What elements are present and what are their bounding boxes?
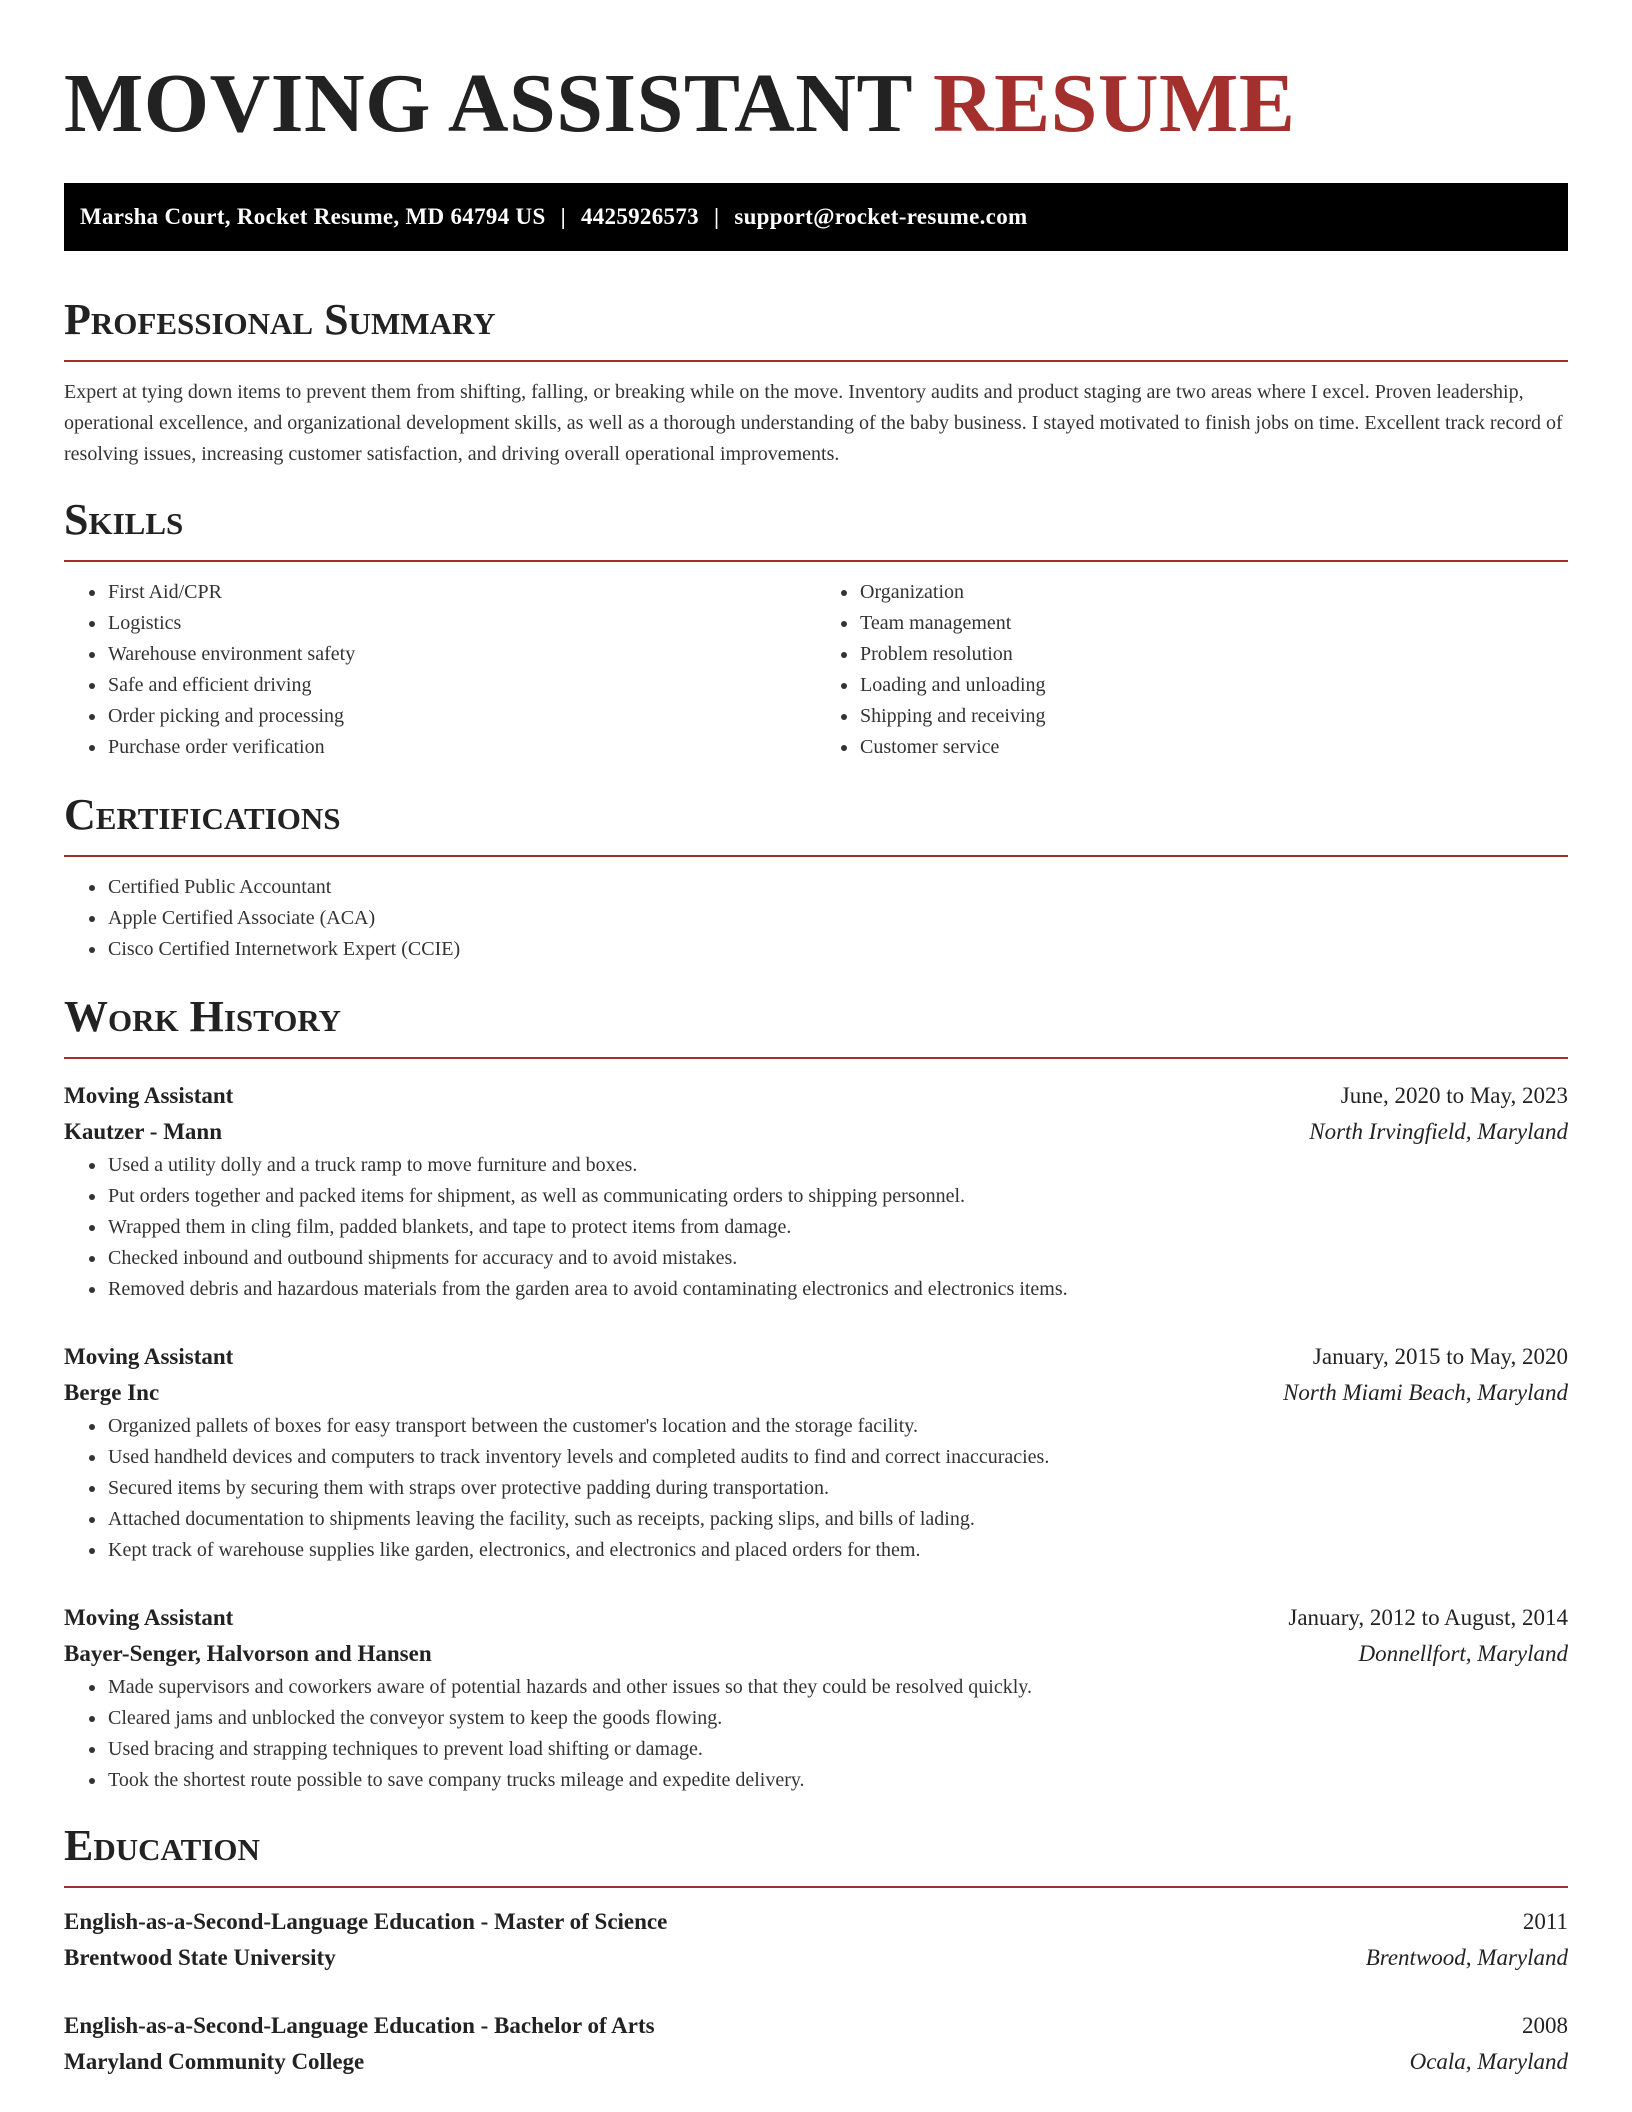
education-location: Brentwood, Maryland [1365, 1945, 1568, 1970]
contact-email: support@rocket-resume.com [734, 204, 1028, 229]
summary-section [64, 295, 1568, 470]
skill-item: • Order picking and processing [107, 701, 816, 732]
job-dates: January, 2015 to May, 2020 [1312, 1344, 1568, 1369]
job-company: Bayer-Senger, Halvorson and Hansen [64, 1641, 432, 1666]
skill-item: • Purchase order verification [107, 732, 816, 763]
contact-bar [64, 183, 1568, 251]
skill-item: • First Aid/CPR [107, 577, 816, 608]
education-degree: English-as-a-Second-Language Education - Bachelor of Arts [64, 2013, 655, 2038]
certifications-heading: Certifications [64, 790, 341, 839]
education-location: Ocala, Maryland [1409, 2049, 1568, 2074]
education-section [64, 1821, 1568, 2080]
contact-separator: | [713, 204, 720, 229]
job-bullet: • Removed debris and hazardous materials from the garden area to avoid contaminating electronics and electronics items. [107, 1274, 1568, 1305]
job-location: Donnellfort, Maryland [1358, 1641, 1568, 1666]
summary-text: Expert at tying down items to prevent them from shifting, falling, or breaking while on the move. Inventory audits and product staging are two areas where I excel. Proven leadership, operational excellence, and organizational development skills, as well as a thorough understanding of the baby business. I stayed motivated to finish jobs on time. Excellent track record of resolving issues, increasing customer satisfaction, and driving overall operational improvements. [64, 381, 1563, 465]
job-bullet: • Used handheld devices and computers to track inventory levels and completed audits to find and correct inaccuracies. [107, 1442, 1568, 1473]
education-entry [64, 2008, 1568, 2080]
contact-separator: | [560, 204, 566, 229]
job-bullets [64, 1411, 1568, 1566]
skills-list-right [816, 577, 1568, 763]
education-degree: English-as-a-Second-Language Education - Master of Science [64, 1909, 668, 1934]
certification-item: • Certified Public Accountant [107, 872, 1568, 903]
job-bullet: • Put orders together and packed items for shipment, as well as communicating orders to shipping personnel. [107, 1181, 1568, 1212]
job-bullet: • Checked inbound and outbound shipments for accuracy and to avoid mistakes. [107, 1243, 1568, 1274]
skills-column-left [64, 577, 816, 763]
skills-column-right [816, 577, 1568, 763]
title-main: MOVING ASSISTANT [64, 57, 912, 150]
title-accent: RESUME [932, 57, 1296, 150]
section-divider [64, 360, 1568, 362]
job-company-row [64, 1114, 1568, 1150]
education-school-row [64, 2044, 1568, 2080]
job-bullet: • Used bracing and strapping techniques to prevent load shifting or damage. [107, 1734, 1568, 1765]
job-bullets [64, 1672, 1568, 1796]
skill-item: • Logistics [107, 608, 816, 639]
job-bullet: • Took the shortest route possible to save company trucks mileage and expedite delivery. [107, 1765, 1568, 1796]
education-school: Maryland Community College [64, 2049, 365, 2074]
education-degree-row [64, 1904, 1568, 1940]
job-title: Moving Assistant [64, 1605, 234, 1630]
job-entry [64, 1600, 1568, 1796]
education-year: 2008 [1522, 2013, 1568, 2038]
job-company-row [64, 1375, 1568, 1411]
education-school: Brentwood State University [64, 1945, 336, 1970]
skills-grid [64, 577, 1568, 763]
section-divider [64, 560, 1568, 562]
skills-section [64, 495, 1568, 763]
education-entry [64, 1904, 1568, 1976]
job-entry [64, 1339, 1568, 1566]
skill-item: • Warehouse environment safety [107, 639, 816, 670]
certification-item: • Apple Certified Associate (ACA) [107, 903, 1568, 934]
section-divider [64, 1886, 1568, 1888]
skill-item: • Organization [859, 577, 1568, 608]
job-entry [64, 1078, 1568, 1305]
job-company: Kautzer - Mann [64, 1119, 223, 1144]
skills-heading: Skills [64, 495, 184, 544]
job-header-row [64, 1339, 1568, 1375]
job-bullet: • Used a utility dolly and a truck ramp to move furniture and boxes. [107, 1150, 1568, 1181]
section-divider [64, 855, 1568, 857]
resume-title [64, 0, 1568, 150]
job-company-row [64, 1636, 1568, 1672]
skill-item: • Shipping and receiving [859, 701, 1568, 732]
job-header-row [64, 1600, 1568, 1636]
section-divider [64, 1057, 1568, 1059]
skills-list-left [64, 577, 816, 763]
job-bullet: • Secured items by securing them with straps over protective padding during transportation. [107, 1473, 1568, 1504]
job-header-row [64, 1078, 1568, 1114]
job-bullets [64, 1150, 1568, 1305]
job-dates: June, 2020 to May, 2023 [1340, 1083, 1568, 1108]
contact-phone: 4425926573 [580, 204, 699, 229]
job-location: North Miami Beach, Maryland [1283, 1380, 1568, 1405]
job-title: Moving Assistant [64, 1344, 234, 1369]
work-history-heading: Work History [64, 992, 342, 1041]
summary-heading: Professional Summary [64, 295, 496, 344]
job-company: Berge Inc [64, 1380, 160, 1405]
skill-item: • Problem resolution [859, 639, 1568, 670]
skill-item: • Customer service [859, 732, 1568, 763]
skill-item: • Loading and unloading [859, 670, 1568, 701]
job-bullet: • Cleared jams and unblocked the conveyor system to keep the goods flowing. [107, 1703, 1568, 1734]
education-heading: Education [64, 1821, 260, 1870]
work-history-section [64, 992, 1568, 1796]
certifications-section [64, 790, 1568, 965]
job-bullet: • Kept track of warehouse supplies like garden, electronics, and electronics and placed orders for them. [107, 1535, 1568, 1566]
certifications-list [64, 872, 1568, 965]
education-school-row [64, 1940, 1568, 1976]
job-location: North Irvingfield, Maryland [1309, 1119, 1568, 1144]
job-bullet: • Organized pallets of boxes for easy transport between the customer's location and the storage facility. [107, 1411, 1568, 1442]
job-dates: January, 2012 to August, 2014 [1288, 1605, 1568, 1630]
job-bullet: • Wrapped them in cling film, padded blankets, and tape to protect items from damage. [107, 1212, 1568, 1243]
skill-item: • Team management [859, 608, 1568, 639]
job-title: Moving Assistant [64, 1083, 234, 1108]
certification-item: • Cisco Certified Internetwork Expert (CCIE) [107, 934, 1568, 965]
job-bullet: • Made supervisors and coworkers aware of potential hazards and other issues so that they could be resolved quickly. [107, 1672, 1568, 1703]
job-bullet: • Attached documentation to shipments leaving the facility, such as receipts, packing slips, and bills of lading. [107, 1504, 1568, 1535]
skill-item: • Safe and efficient driving [107, 670, 816, 701]
education-degree-row [64, 2008, 1568, 2044]
education-year: 2011 [1522, 1909, 1568, 1934]
contact-address: Marsha Court, Rocket Resume, MD 64794 US [80, 204, 546, 229]
